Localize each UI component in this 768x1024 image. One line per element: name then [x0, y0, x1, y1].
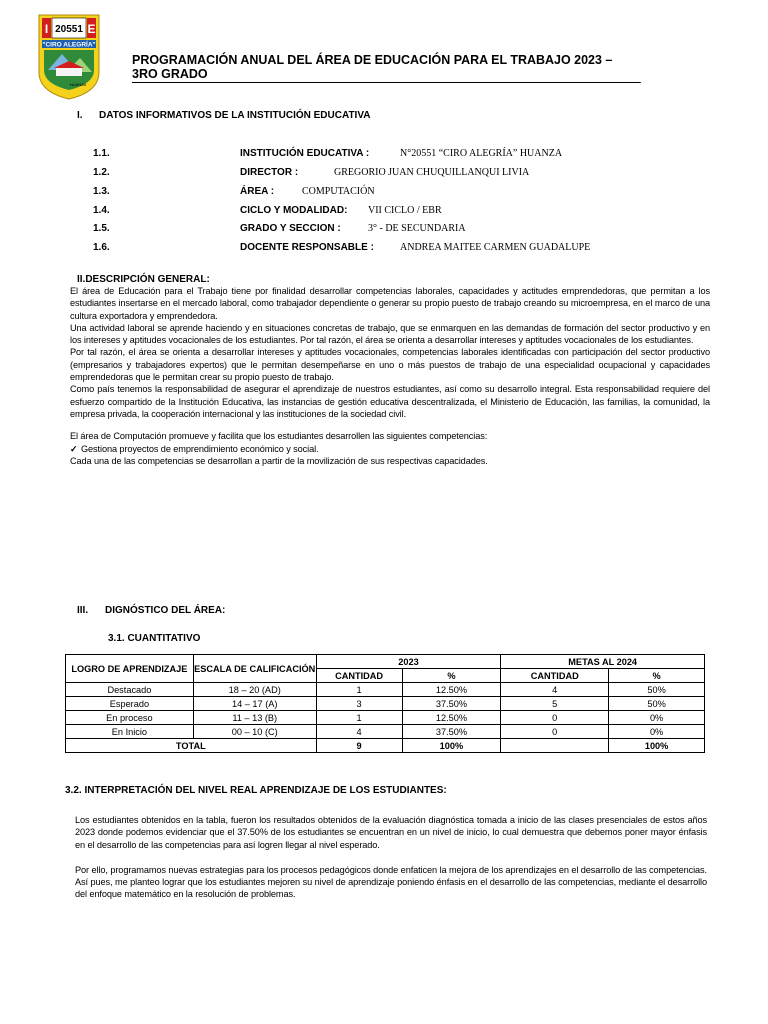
crest-code: 20551 — [55, 24, 83, 35]
table-cell: 1 — [316, 711, 402, 725]
interpretation-text — [75, 814, 707, 901]
description-paragraph: Por tal razón, el área se orienta a desarrollar intereses y aptitudes vocacionales, competencias laborales identificadas con participación del sector productivo (empresarios y trabajadores expertos) que le permitan desempeñarse en uno o más puestos de trabajo de una especialidad ocupacional y capacidades emprendedoras que le permitan crear su propio puesto de trabajo. — [70, 347, 710, 383]
table-cell: Destacado — [66, 683, 194, 697]
table-cell: 50% — [609, 697, 705, 711]
diagnostic-table — [65, 654, 705, 753]
interpretation-paragraph: Los estudiantes obtenidos en la tabla, fueron los resultados obtenidos de la evaluación diagnóstica tomada a inicio de las clases presenciales de estos años 2023 donde podemos evidenciar que el 37.50% de los estudiantes se encuentran en un nivel de inicio, lo cual demuestra que debemos poner mayor énfasis en el desarrollo de las competencias para así logren llegar al nivel esperado. — [75, 815, 707, 850]
description-paragraph: El área de Educación para el Trabajo tiene por finalidad desarrollar competencias laborales, capacidades y actitudes emprendedoras, que permitan a los estudiantes insertarse en el mercado laboral, como trabajador dependiente o generar su propio puesto de trabajo creando su microempresa, en el marco de una cultura exportadora y emprendedora. — [70, 286, 710, 321]
header-cantidad: CANTIDAD — [316, 669, 402, 683]
info-row — [0, 223, 768, 237]
table-header-row — [66, 655, 705, 669]
table-cell: 18 – 20 (AD) — [193, 683, 316, 697]
table-cell: 0 — [501, 711, 609, 725]
total-label: TOTAL — [66, 739, 317, 753]
info-num: 1.2. — [93, 167, 110, 178]
table-cell: 4 — [501, 683, 609, 697]
crest-banner: "CIRO ALEGRÍA" — [42, 41, 96, 49]
section-3-heading — [77, 605, 225, 616]
info-label: INSTITUCIÓN EDUCATIVA : — [240, 148, 370, 159]
info-num: 1.4. — [93, 205, 110, 216]
general-description — [70, 285, 710, 467]
table-cell: 37.50% — [402, 697, 501, 711]
competencies-intro: El área de Computación promueve y facilita que los estudiantes desarrollen las siguientes competencias: — [70, 431, 488, 442]
table-cell: 00 – 10 (C) — [193, 725, 316, 739]
total-cell: 9 — [316, 739, 402, 753]
table-cell: 3 — [316, 697, 402, 711]
info-label: CICLO Y MODALIDAD: — [240, 205, 348, 216]
table-cell: 37.50% — [402, 725, 501, 739]
header-escala: ESCALA DE CALIFICACIÓN — [193, 655, 316, 683]
info-value: ANDREA MAITEE CARMEN GUADALUPE — [400, 242, 591, 253]
table-cell: 50% — [609, 683, 705, 697]
school-crest-logo — [38, 14, 100, 100]
header-cantidad: CANTIDAD — [501, 669, 609, 683]
document-title: PROGRAMACIÓN ANUAL DEL ÁREA DE EDUCACIÓN PARA EL TRABAJO 2023 – 3RO GRADO — [132, 53, 641, 83]
header-percent: % — [609, 669, 705, 683]
checkmark-icon: ✓ — [70, 443, 78, 454]
header-year: 2023 — [316, 655, 501, 669]
table-cell: 12.50% — [402, 683, 501, 697]
crest-bottom-text: HUANZA — [69, 82, 87, 87]
crest-letter-right: E — [87, 22, 96, 36]
info-value: 3° - DE SECUNDARIA — [368, 223, 466, 234]
table-cell: 4 — [316, 725, 402, 739]
competency-text: Gestiona proyectos de emprendimiento económico y social. — [81, 443, 319, 454]
header-percent: % — [402, 669, 501, 683]
table-row — [66, 683, 705, 697]
section-2-heading: II.DESCRIPCIÓN GENERAL: — [77, 274, 210, 285]
crest-letter-left: I — [44, 22, 49, 36]
info-num: 1.5. — [93, 223, 110, 234]
info-row — [0, 148, 768, 162]
table-cell: En proceso — [66, 711, 194, 725]
info-row — [0, 167, 768, 181]
info-num: 1.3. — [93, 186, 110, 197]
table-cell: 11 – 13 (B) — [193, 711, 316, 725]
info-value: GREGORIO JUAN CHUQUILLANQUI LIVIA — [334, 167, 530, 178]
section-1-heading — [77, 110, 370, 121]
total-cell: 100% — [609, 739, 705, 753]
table-cell: En Inicio — [66, 725, 194, 739]
subsection-interpretation: 3.2. INTERPRETACIÓN DEL NIVEL REAL APRENDIZAJE DE LOS ESTUDIANTES: — [65, 785, 447, 796]
header-metas: METAS AL 2024 — [501, 655, 705, 669]
info-value: COMPUTACIÓN — [302, 186, 375, 197]
section-3-number: III. — [77, 605, 89, 616]
info-row — [0, 186, 768, 200]
table-row — [66, 725, 705, 739]
info-label: DIRECTOR : — [240, 167, 299, 178]
table-cell: 12.50% — [402, 711, 501, 725]
table-total-row — [66, 739, 705, 753]
description-paragraph: Como país tenemos la responsabilidad de asegurar el aprendizaje de nuestros estudiantes, así como su desarrollo integral. Esta responsabilidad requiere del esfuerzo compartido de la Institución Educativa, las instancias de gestión educativa descentralizada, el Ministerio de Educación, las familias, la comunidad, la empresa privada, la cooperación internacional y las instituciones de la sociedad civil. — [70, 384, 710, 419]
table-row — [66, 697, 705, 711]
info-row — [0, 242, 768, 256]
info-value: VII CICLO / EBR — [368, 205, 442, 216]
info-row — [0, 205, 768, 219]
subsection-quantitative: 3.1. CUANTITATIVO — [108, 633, 201, 644]
section-1-title: DATOS INFORMATIVOS DE LA INSTITUCIÓN EDUCATIVA — [99, 110, 371, 121]
interpretation-paragraph: Por ello, programamos nuevas estrategias para los procesos pedagógicos donde enfaticen la mejora de los aprendizajes en el desarrollo de las competencias. Así pues, me planteo lograr que los estudiantes mejoren su nivel de aprendizaje poniendo énfasis en el desarrollo de las competencias, mediante el desarrollo del enfoque matemático en la resolución de problemas. — [75, 864, 707, 900]
competency-item — [70, 443, 710, 455]
table-cell: 1 — [316, 683, 402, 697]
table-cell: 0% — [609, 725, 705, 739]
info-num: 1.1. — [93, 148, 110, 159]
description-paragraph: Una actividad laboral se aprende haciendo y en situaciones concretas de trabajo, que se enmarquen en las demandas de formación del sector productivo y en los intereses y aptitudes vocacionales de los estudiantes. Por tal razón, el área se orienta a desarrollar intereses y aptitudes vocacionales de los estudiantes. — [70, 322, 710, 346]
table-cell: 0% — [609, 711, 705, 725]
info-label: ÁREA : — [240, 186, 275, 197]
table-cell: 5 — [501, 697, 609, 711]
table-cell: Esperado — [66, 697, 194, 711]
total-cell: 100% — [402, 739, 501, 753]
section-1-number: I. — [77, 110, 83, 121]
info-value: N°20551 “CIRO ALEGRÍA” HUANZA — [400, 148, 563, 159]
table-cell: 14 – 17 (A) — [193, 697, 316, 711]
info-num: 1.6. — [93, 242, 110, 253]
info-label: GRADO Y SECCION : — [240, 223, 341, 234]
competencies-closing: Cada una de las competencias se desarrollan a partir de la movilización de sus respectivas capacidades. — [70, 455, 488, 466]
total-cell — [501, 739, 609, 753]
table-row — [66, 711, 705, 725]
table-cell: 0 — [501, 725, 609, 739]
info-label: DOCENTE RESPONSABLE : — [240, 242, 374, 253]
header-logro: LOGRO DE APRENDIZAJE — [66, 655, 194, 683]
section-3-title: DIGNÓSTICO DEL ÁREA: — [105, 605, 226, 616]
